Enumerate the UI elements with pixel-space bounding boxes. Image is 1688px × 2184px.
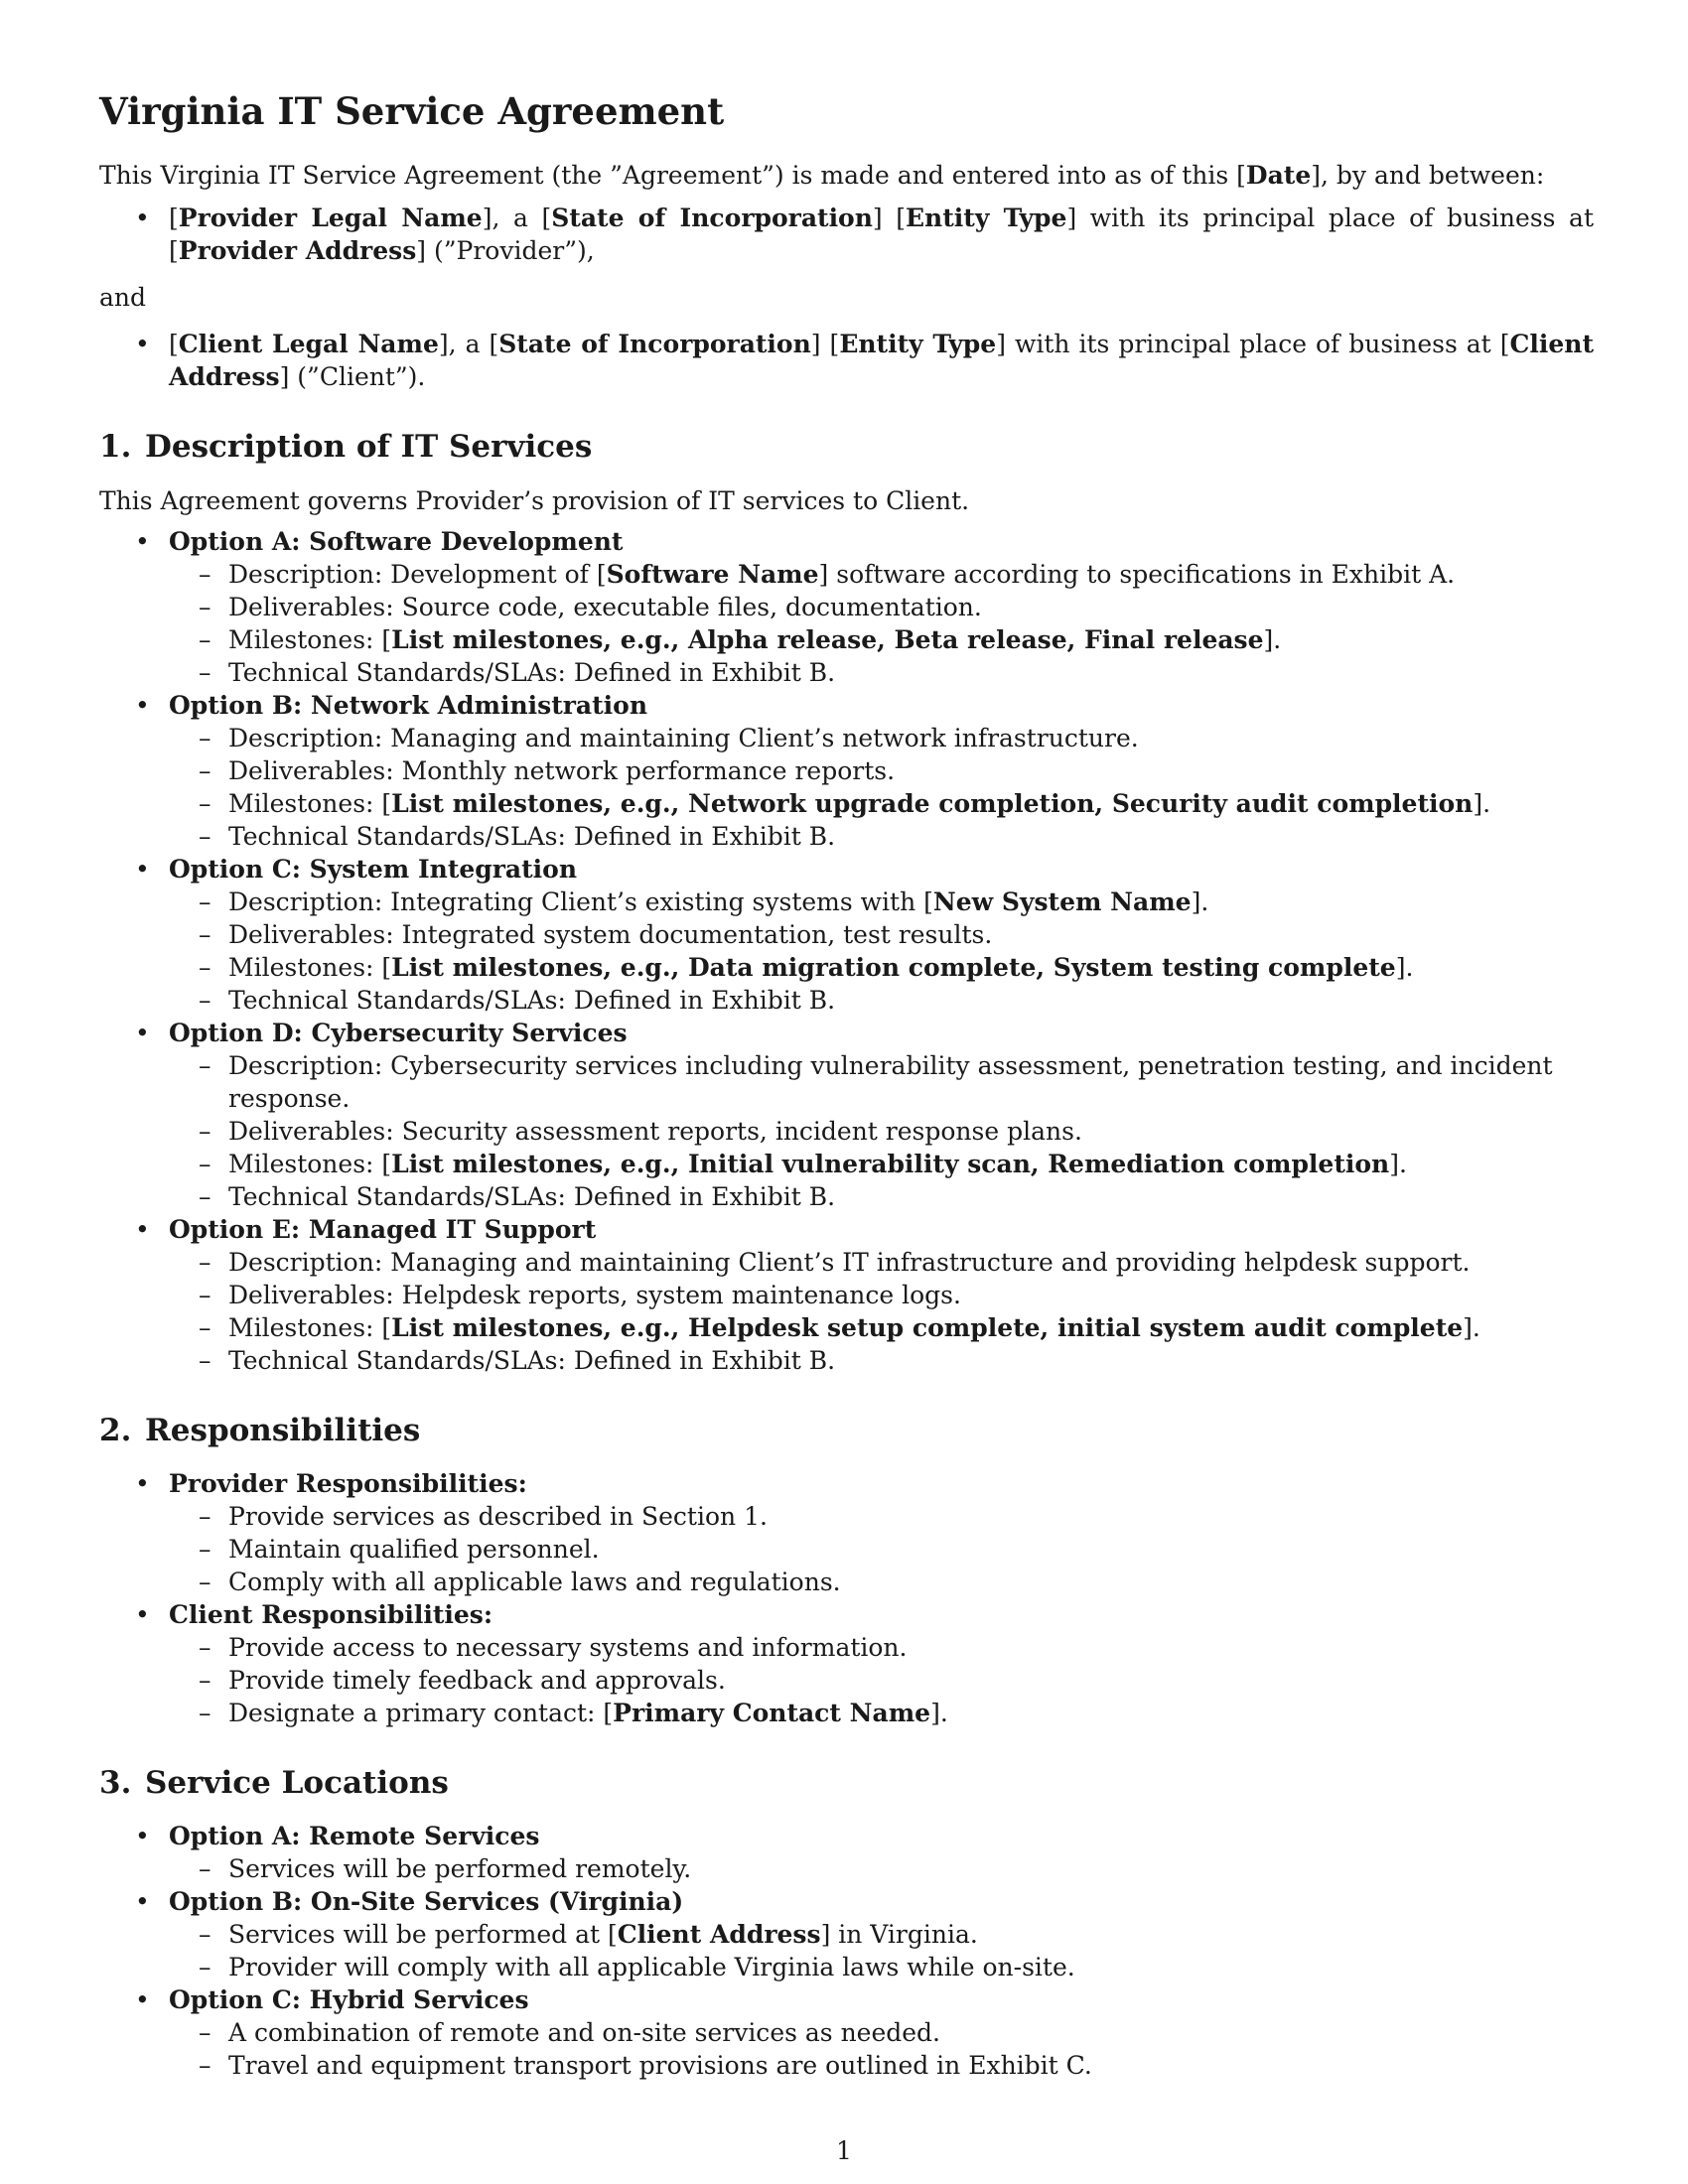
list-item: – Description: Managing and maintaining Client’s network infrastructure. [199,723,1139,752]
dash-icon: – [199,1345,211,1375]
list-item: – Services will be performed remotely. [199,1853,692,1883]
list-item: – Deliverables: Security assessment reports, incident response plans. [199,1116,1082,1146]
dash-icon: – [199,919,211,949]
dash-icon: – [199,985,211,1015]
option-c-system-integration: • Option C: System Integration – Description: Integrating Client’s existing systems with [New System Name]. – Deliverables: Integrated system documentation, test results. – Milestones: [List milestones, e.g., Data migration complete, System testing complete]. – Technical Standards/SLAs: Defined in Exhibit B. [99,853,1594,1017]
parties-list-client [99,328,1594,393]
list-item: – Description: Cybersecurity services including vulnerability assessment, penetration testing, and incident response. [199,1050,1553,1113]
dash-icon: – [199,821,211,851]
dash-icon: – [199,723,211,752]
list-item: – A combination of remote and on-site services as needed. [199,2017,941,2047]
dash-icon: – [199,1665,211,1695]
dash-icon: – [199,887,211,916]
document-page [99,89,1594,2082]
and-text: and [99,283,147,313]
parties-list-provider [99,202,1594,267]
dash-icon: – [199,1952,211,1981]
bullet-icon: • [135,1599,150,1629]
list-item: – Technical Standards/SLAs: Defined in Exhibit B. [199,657,836,687]
list-item: – Milestones: [List milestones, e.g., Network upgrade completion, Security audit completion]. [199,788,1491,818]
option-a-software-development: • Option A: Software Development – Description: Development of [Software Name] software according to specifications in Exhibit A. – Deliverables: Source code, executable files, documentation. – Milestones: [List milestones, e.g., Alpha release, Beta release, Final release]. – Technical Standards/SLAs: Defined in Exhibit B. [99,525,1594,689]
list-item: – Designate a primary contact: [Primary Contact Name]. [199,1698,948,1727]
provider-party: • [Provider Legal Name], a [State of Incorporation] [Entity Type] with its principal place of business at [Provider Address] (”Provider”), [135,204,1594,266]
bullet-icon: • [135,1214,150,1244]
responsibilities-list [99,1467,1594,1729]
dash-icon: – [199,952,211,982]
list-item: – Description: Integrating Client’s existing systems with [New System Name]. [199,887,1209,916]
dash-icon: – [199,592,211,621]
bullet-icon: • [135,1886,150,1916]
bullet-icon: • [135,1468,150,1498]
list-item: – Services will be performed at [Client Address] in Virginia. [199,1919,978,1949]
dash-icon: – [199,755,211,785]
list-item: – Deliverables: Helpdesk reports, system maintenance logs. [199,1280,961,1309]
dash-icon: – [199,624,211,654]
dash-icon: – [199,1181,211,1211]
list-item: – Technical Standards/SLAs: Defined in Exhibit B. [199,821,836,851]
bullet-icon: • [135,526,150,556]
option-c-hybrid-services: • Option C: Hybrid Services – A combination of remote and on-site services as needed. – Travel and equipment transport provisions are outlined in Exhibit C. [99,1983,1594,2082]
page-number: 1 [836,2136,852,2165]
list-item: – Milestones: [List milestones, e.g., Data migration complete, System testing complete]. [199,952,1414,982]
list-item: – Technical Standards/SLAs: Defined in Exhibit B. [199,985,836,1015]
date-placeholder: Date [1245,161,1312,191]
dash-icon: – [199,1632,211,1662]
dash-icon: – [199,1919,211,1949]
dash-icon: – [199,657,211,687]
dash-icon: – [199,2017,211,2047]
option-a-remote-services: • Option A: Remote Services – Services will be performed remotely. [99,1820,1594,1885]
list-item: – Deliverables: Integrated system documentation, test results. [199,919,993,949]
section-3-heading: 3. Service Locations [99,1764,449,1801]
option-b-network-administration: • Option B: Network Administration – Description: Managing and maintaining Client’s network infrastructure. – Deliverables: Monthly network performance reports. – Milestones: [List milestones, e.g., Network upgrade completion, Security audit completion]. – Technical Standards/SLAs: Defined in Exhibit B. [99,689,1594,853]
dash-icon: – [199,2050,211,2080]
dash-icon: – [199,1280,211,1309]
option-d-cybersecurity-services: • Option D: Cybersecurity Services – Description: Cybersecurity services including vulnerability assessment, penetration testing, and incident response. – Deliverables: Security assessment reports, incident response plans. – Milestones: [List milestones, e.g., Initial vulnerability scan, Remediation completion]. – Technical Standards/SLAs: Defined in Exhibit B. [99,1017,1594,1213]
intro-paragraph: This Virginia IT Service Agreement (the ”Agreement”) is made and entered into as of this [Date], by and between: [99,161,1545,191]
list-item: – Milestones: [List milestones, e.g., Initial vulnerability scan, Remediation completion]. [199,1149,1407,1178]
dash-icon: – [199,1116,211,1146]
list-item: – Milestones: [List milestones, e.g., Helpdesk setup complete, initial system audit complete]. [199,1312,1480,1342]
option-e-managed-it-support: • Option E: Managed IT Support – Description: Managing and maintaining Client’s IT infrastructure and providing helpdesk support. – Deliverables: Helpdesk reports, system maintenance logs. – Milestones: [List milestones, e.g., Helpdesk setup complete, initial system audit complete]. – Technical Standards/SLAs: Defined in Exhibit B. [99,1213,1594,1377]
section-1-heading: 1. Description of IT Services [99,429,593,466]
bullet-icon: • [135,854,150,884]
bullet-icon: • [135,1984,150,2014]
list-item: – Maintain qualified personnel. [199,1534,600,1564]
dash-icon: – [199,1567,211,1596]
dash-icon: – [199,1312,211,1342]
page-title: Virginia IT Service Agreement [99,89,725,133]
dash-icon: – [199,559,211,589]
list-item: – Description: Managing and maintaining Client’s IT infrastructure and providing helpdesk support. [199,1247,1471,1277]
section-2-heading: 2. Responsibilities [99,1412,421,1448]
list-item: – Deliverables: Source code, executable files, documentation. [199,592,982,621]
bullet-icon: • [135,1821,150,1850]
list-item: – Provide access to necessary systems and information. [199,1632,908,1662]
dash-icon: – [199,1698,211,1727]
client-responsibilities: • Client Responsibilities: – Provide access to necessary systems and information. – Provide timely feedback and approvals. – Designate a primary contact: [Primary Contact Name]. [99,1598,1594,1729]
bullet-icon: • [135,330,150,359]
list-item: – Provider will comply with all applicable Virginia laws while on-site. [199,1952,1075,1981]
list-item: – Deliverables: Monthly network performance reports. [199,755,896,785]
option-b-on-site-services: • Option B: On-Site Services (Virginia) – Services will be performed at [Client Address] in Virginia. – Provider will comply with all applicable Virginia laws while on-site. [99,1885,1594,1983]
bullet-icon: • [135,204,150,233]
list-item: – Provide services as described in Section 1. [199,1501,768,1531]
dash-icon: – [199,1050,211,1080]
bullet-icon: • [135,690,150,720]
section-1-intro: This Agreement governs Provider’s provision of IT services to Client. [99,485,970,515]
dash-icon: – [199,788,211,818]
it-services-options-list [99,525,1594,1377]
dash-icon: – [199,1247,211,1277]
list-item: – Technical Standards/SLAs: Defined in Exhibit B. [199,1181,836,1211]
list-item: – Milestones: [List milestones, e.g., Alpha release, Beta release, Final release]. [199,624,1282,654]
list-item: – Description: Development of [Software Name] software according to specifications in Exhibit A. [199,559,1456,589]
bullet-icon: • [135,1018,150,1047]
service-locations-list [99,1820,1594,2082]
list-item: – Travel and equipment transport provisions are outlined in Exhibit C. [199,2050,1092,2080]
dash-icon: – [199,1501,211,1531]
dash-icon: – [199,1534,211,1564]
list-item: – Comply with all applicable laws and regulations. [199,1567,841,1596]
client-party: • [Client Legal Name], a [State of Incorporation] [Entity Type] with its principal place of business at [Client Address] (”Client”). [135,330,1594,392]
dash-icon: – [199,1149,211,1178]
list-item: – Provide timely feedback and approvals. [199,1665,726,1695]
list-item: – Technical Standards/SLAs: Defined in Exhibit B. [199,1345,836,1375]
dash-icon: – [199,1853,211,1883]
provider-responsibilities: • Provider Responsibilities: – Provide services as described in Section 1. – Maintain qualified personnel. – Comply with all applicable laws and regulations. [99,1467,1594,1598]
